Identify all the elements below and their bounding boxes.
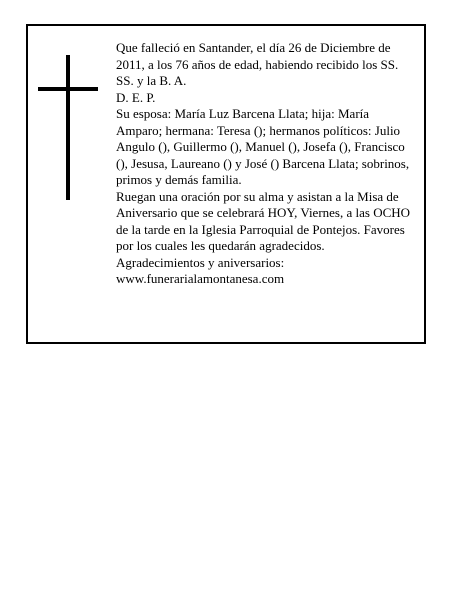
rest-in-peace: D. E. P. xyxy=(116,89,156,105)
mass-invitation: Ruegan una oración por su alma y asistan a la Misa de Aniversario que se celebrará HOY, Viernes, a las OCHO de la tarde en la Iglesia Parroquial de Pontejos. Favores por los cuales les quedarán agradecidos. xyxy=(116,188,411,253)
obituary-text xyxy=(116,40,416,288)
cross-horizontal-bar xyxy=(38,87,98,91)
death-announcement: Que falleció en Santander, el día 26 de Diciembre de 2011, a los 76 años de edad, habiendo recibido los SS. SS. y la B. A. xyxy=(116,40,399,88)
family-members: Su esposa: María Luz Barcena Llata; hija: María Amparo; hermana: Teresa (); hermanos políticos: Julio Angulo (), Guillermo (), Manuel (), Josefa (), Francisco (), Jesusa, Laureano () y José () Barcena Llata; sobrinos, primos y demás familia. xyxy=(116,106,410,187)
funeral-home-website: www.funerarialamontanesa.com xyxy=(116,271,285,286)
cross-vertical-bar xyxy=(66,55,70,200)
cross-icon xyxy=(38,55,98,200)
thanks-label: Agradecimientos y aniversarios: xyxy=(116,254,285,270)
obituary-notice xyxy=(26,24,426,344)
